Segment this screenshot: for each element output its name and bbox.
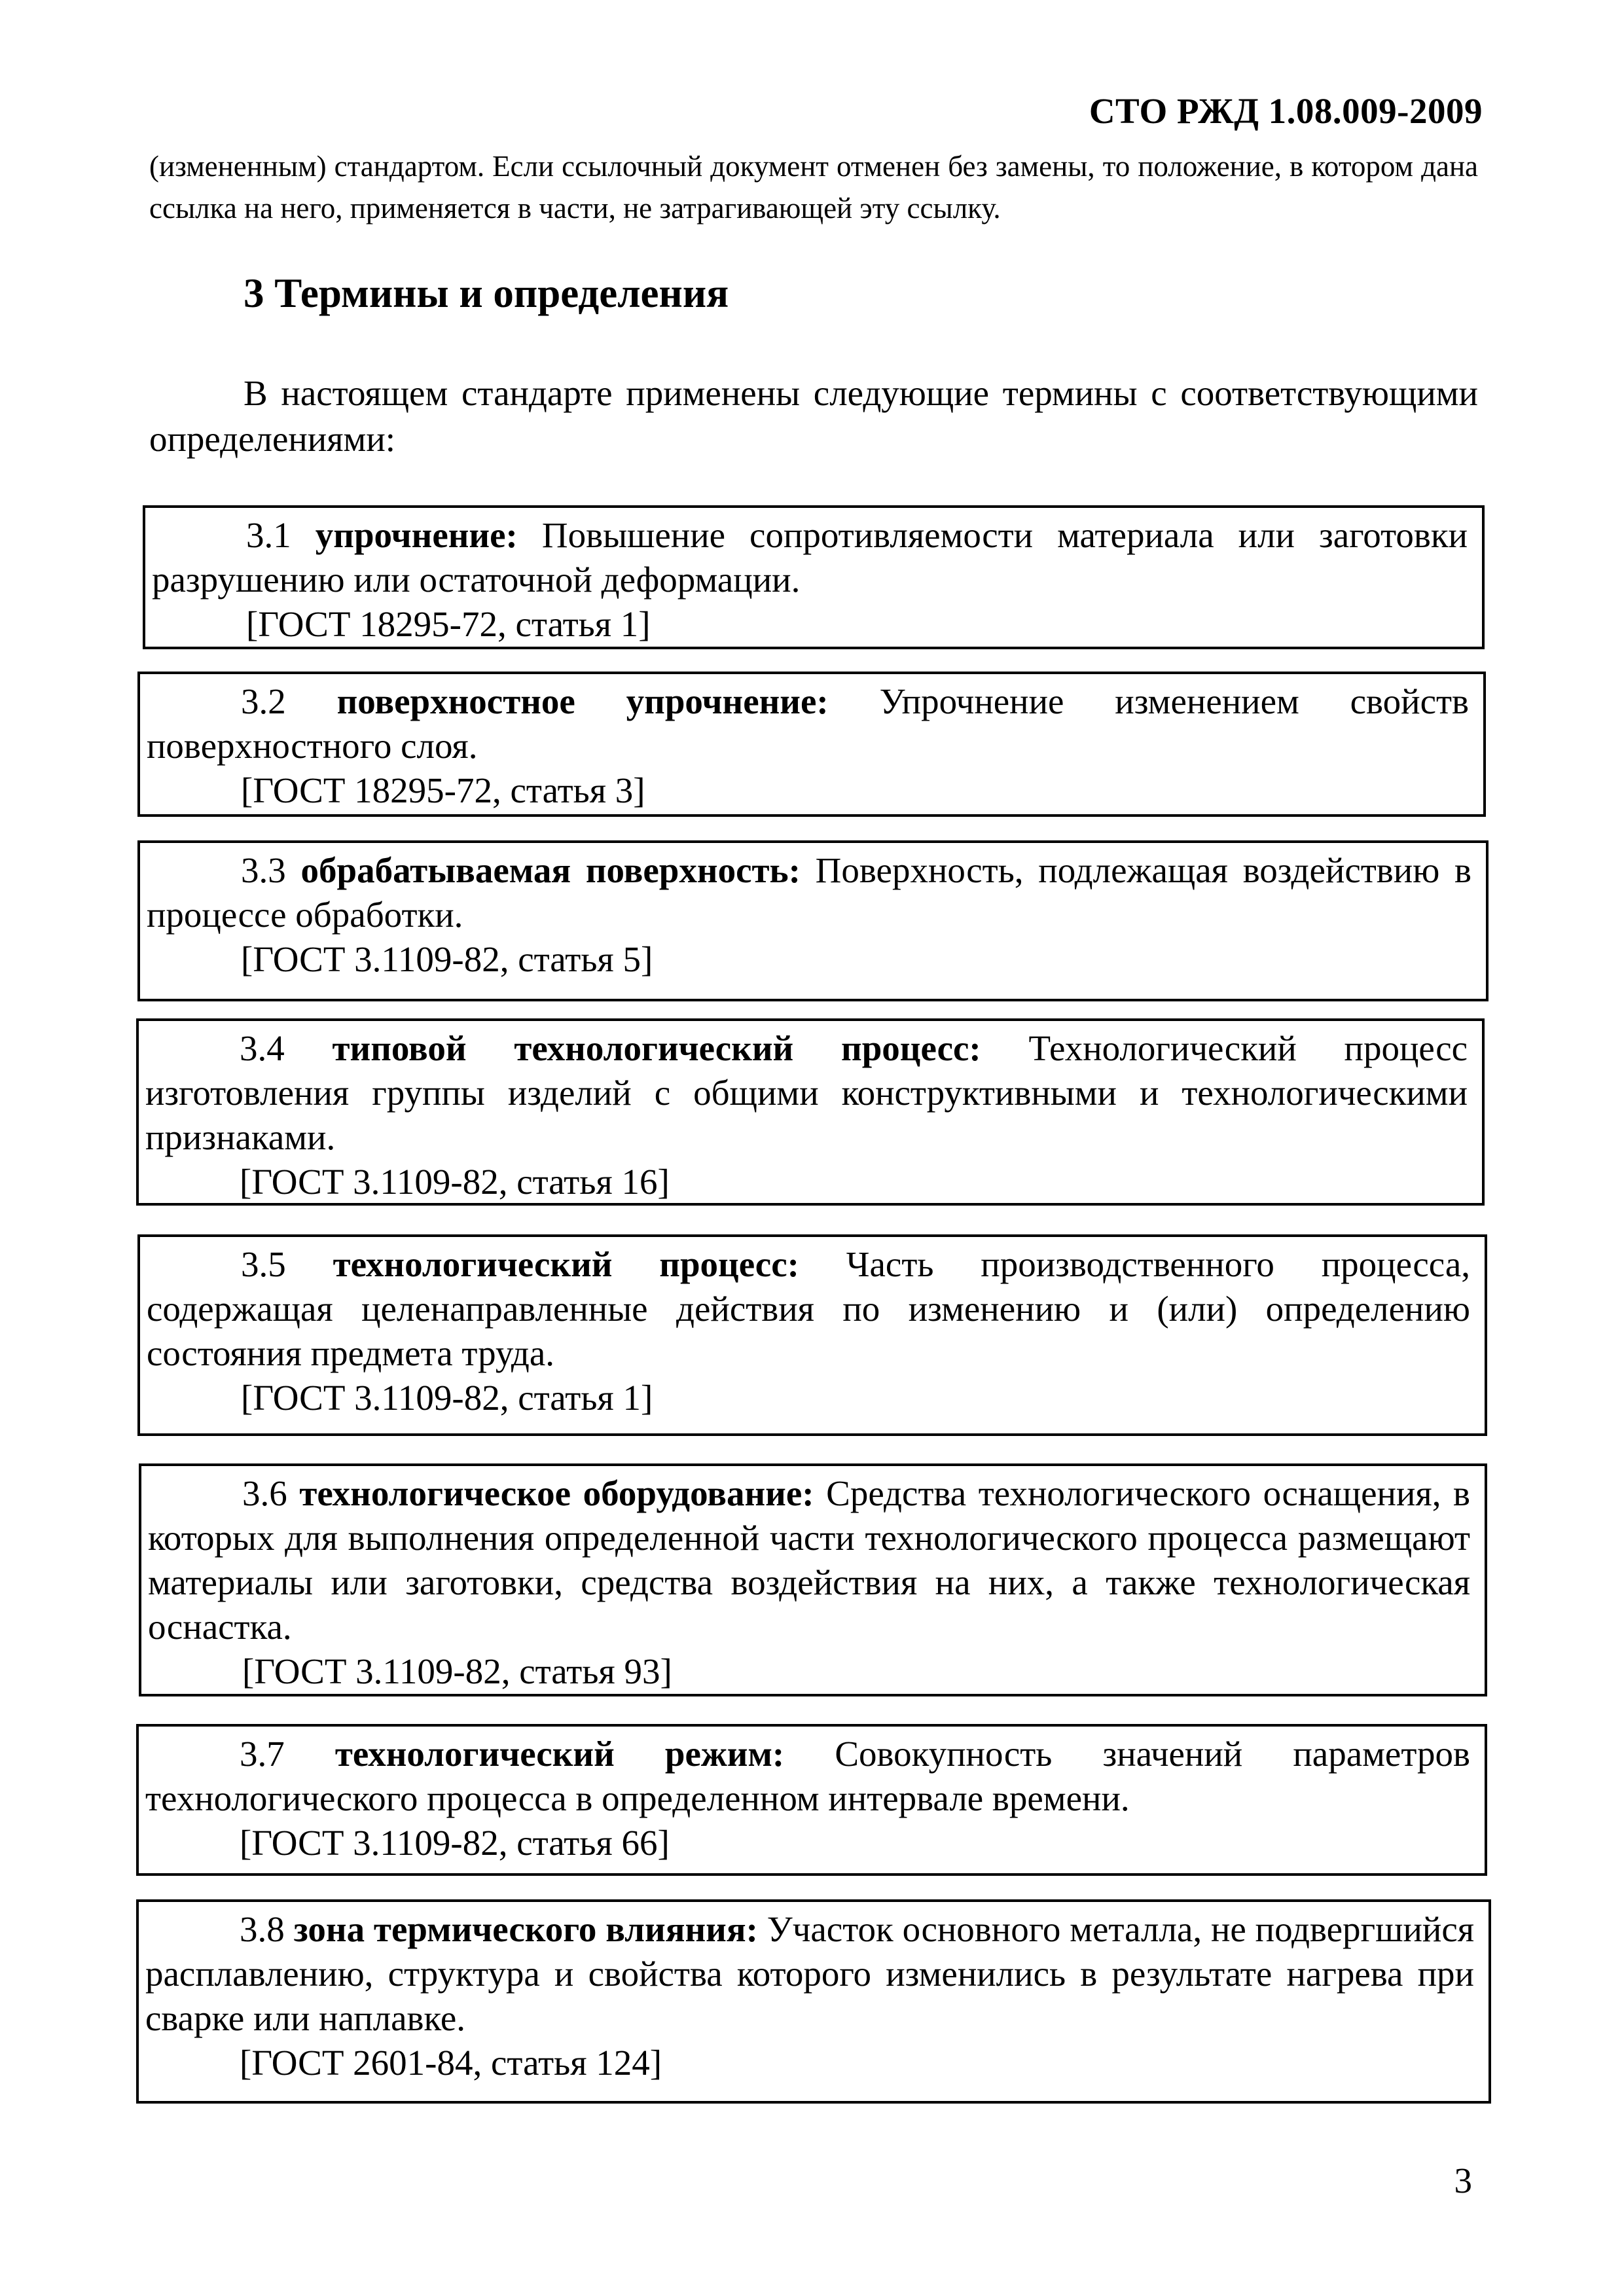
section-lead: В настоящем стандарте применены следующие термины с соответствующими определениями:	[149, 373, 1478, 459]
term-box-3-8	[136, 1899, 1491, 2104]
term-name: технологическое оборудование:	[299, 1473, 814, 1513]
term-box-3-6	[139, 1463, 1487, 1696]
term-definition-line	[145, 1026, 1468, 1160]
term-reference: [ГОСТ 3.1109-82, статья 5]	[241, 939, 653, 979]
term-reference: [ГОСТ 3.1109-82, статья 93]	[242, 1651, 672, 1691]
term-name: технологический режим:	[334, 1734, 785, 1774]
term-definition: Участок основного металла, не подвергшийся расплавлению, структура и свойства которого изменились в результате нагрева при сварке или наплавке.	[145, 1909, 1475, 2038]
term-number: 3.8	[240, 1909, 285, 1949]
term-number: 3.7	[240, 1734, 285, 1774]
document-code: СТО РЖД 1.08.009-2009	[1089, 91, 1483, 131]
term-reference: [ГОСТ 3.1109-82, статья 1]	[241, 1378, 653, 1418]
section-title: 3 Термины и определения	[244, 270, 729, 316]
term-definition-line	[147, 848, 1471, 937]
term-box-3-4	[136, 1018, 1485, 1206]
term-name: зона термического влияния:	[293, 1909, 758, 1949]
term-reference: [ГОСТ 18295-72, статья 1]	[246, 604, 651, 644]
term-definition-line	[147, 1242, 1470, 1376]
term-definition-line	[145, 1732, 1470, 1821]
term-definition-line	[147, 679, 1469, 768]
term-reference: [ГОСТ 3.1109-82, статья 66]	[240, 1823, 670, 1863]
term-definition-line	[148, 1471, 1470, 1649]
term-definition: Часть производственного процесса, содержащая целенаправленные действия по изменению и (или) определению состояния предмета труда.	[147, 1244, 1471, 1373]
term-number: 3.2	[241, 681, 286, 721]
term-number: 3.5	[241, 1244, 286, 1284]
term-box-3-5	[137, 1234, 1487, 1436]
intro-paragraph: (измененным) стандартом. Если ссылочный документ отменен без замены, то положение, в котором дана ссылка на него, применяется в части, не затрагивающей эту ссылку.	[149, 150, 1478, 224]
term-reference: [ГОСТ 18295-72, статья 3]	[241, 770, 645, 810]
term-definition: Технологический процесс изготовления группы изделий с общими конструктивными и технологическими признаками.	[145, 1028, 1468, 1157]
term-number: 3.1	[246, 515, 291, 555]
term-number: 3.4	[240, 1028, 285, 1068]
term-box-3-3	[137, 840, 1489, 1001]
term-number: 3.3	[241, 850, 286, 890]
page-number: 3	[1454, 2161, 1472, 2200]
term-box-3-7	[136, 1724, 1487, 1876]
term-name: упрочнение:	[315, 515, 518, 555]
term-name: поверхностное упрочнение:	[336, 681, 829, 721]
term-definition: Упрочнение изменением свойств поверхностного слоя.	[147, 681, 1469, 766]
term-reference: [ГОСТ 2601-84, статья 124]	[240, 2043, 662, 2083]
term-definition-line	[152, 513, 1468, 602]
term-box-3-2	[137, 672, 1486, 817]
term-definition: Поверхность, подлежащая воздействию в процессе обработки.	[147, 850, 1472, 935]
term-box-3-1	[143, 505, 1485, 649]
term-definition: Совокупность значений параметров технологического процесса в определенном интервале времени.	[145, 1734, 1470, 1818]
term-number: 3.6	[242, 1473, 287, 1513]
term-definition-line	[145, 1907, 1474, 2041]
term-definition: Повышение сопротивляемости материала или заготовки разрушению или остаточной деформации.	[152, 515, 1468, 600]
term-name: обрабатываемая поверхность:	[300, 850, 801, 890]
term-reference: [ГОСТ 3.1109-82, статья 16]	[240, 1162, 670, 1202]
term-name: типовой технологический процесс:	[332, 1028, 981, 1068]
term-definition: Средства технологического оснащения, в которых для выполнения определенной части технологического процесса размещают материалы или заготовки, средства воздействия на них, а также технологическая оснастка.	[148, 1473, 1471, 1647]
term-name: технологический процесс:	[333, 1244, 799, 1284]
